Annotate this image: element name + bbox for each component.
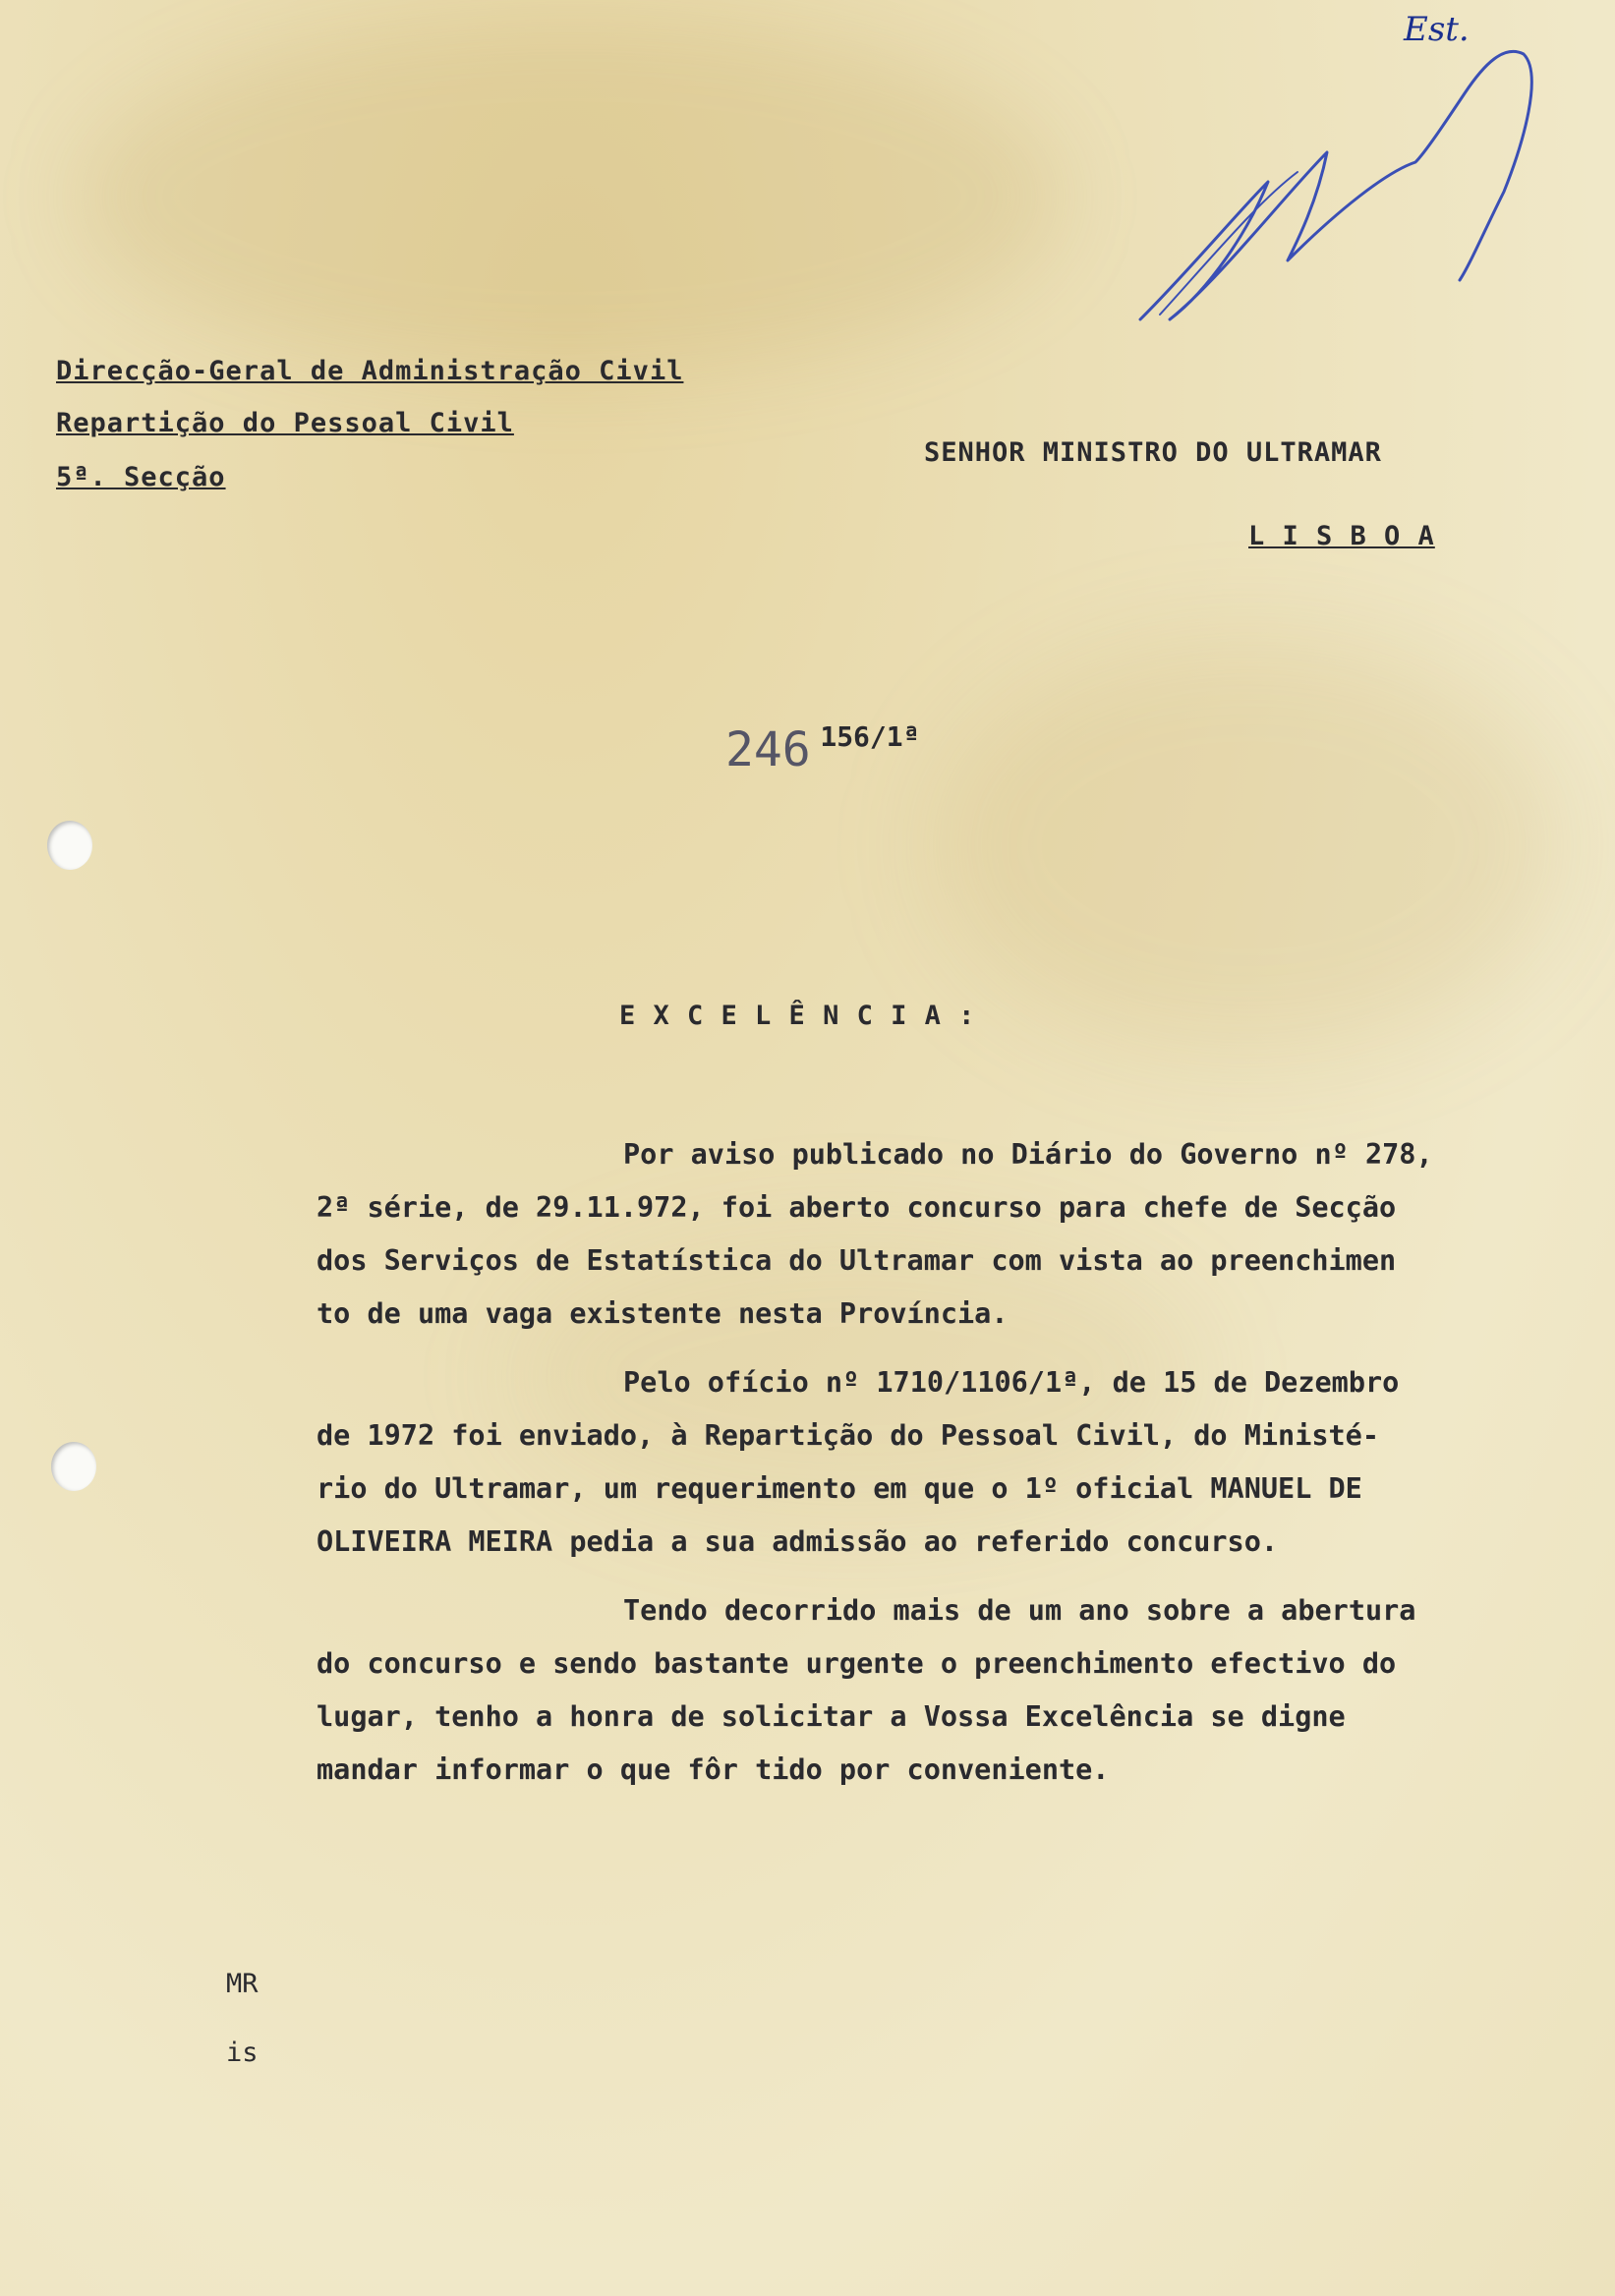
paper-stain: [79, 20, 1062, 373]
header-section: 5ª. Secção: [56, 462, 226, 492]
reference-number: [725, 722, 920, 777]
punch-hole: [51, 1442, 96, 1491]
recipient-city: L I S B O A: [1248, 521, 1435, 551]
header-department: Direcção-Geral de Administração Civil: [56, 356, 684, 386]
reference-main: 246: [725, 722, 811, 777]
handwritten-annotation: Est.: [1404, 10, 1470, 49]
paragraph-line: Pelo ofício nº 1710/1106/1ª, de 15 de Dezembro: [623, 1366, 1400, 1399]
paragraph-line: mandar informar o que fôr tido por conveniente.: [317, 1753, 1110, 1786]
paragraph-line: dos Serviços de Estatística do Ultramar com vista ao preenchimen: [317, 1244, 1397, 1277]
reference-sub: 156/1ª: [820, 720, 920, 753]
paragraph-line: rio do Ultramar, um requerimento em que o 1º oficial MANUEL DE: [317, 1472, 1362, 1505]
paragraph-line: Tendo decorrido mais de um ano sobre a abertura: [623, 1594, 1416, 1627]
paragraph-line: to de uma vaga existente nesta Província.: [317, 1297, 1009, 1330]
author-initials: MR: [226, 1969, 259, 1999]
handwritten-signature: [1130, 34, 1553, 339]
paragraph: [317, 1128, 1433, 1341]
paragraph: [317, 1584, 1415, 1797]
header-repartition: Repartição do Pessoal Civil: [56, 408, 514, 438]
paper-stain: [934, 639, 1563, 1052]
paragraph-line: OLIVEIRA MEIRA pedia a sua admissão ao referido concurso.: [317, 1525, 1279, 1558]
punch-hole: [47, 821, 92, 870]
paragraph-line: do concurso e sendo bastante urgente o preenchimento efectivo do: [317, 1647, 1397, 1680]
paragraph-line: lugar, tenho a honra de solicitar a Vossa Excelência se digne: [317, 1700, 1346, 1733]
paragraph: [317, 1356, 1399, 1569]
recipient-name: SENHOR MINISTRO DO ULTRAMAR: [924, 437, 1382, 468]
paragraph-line: 2ª série, de 29.11.972, foi aberto concurso para chefe de Secção: [317, 1191, 1397, 1224]
paragraph-line: de 1972 foi enviado, à Repartição do Pessoal Civil, do Ministé-: [317, 1419, 1379, 1452]
typist-initials: is: [226, 2038, 259, 2068]
salutation: E X C E L Ê N C I A :: [619, 1001, 976, 1031]
paragraph-line: Por aviso publicado no Diário do Governo nº 278,: [623, 1138, 1433, 1171]
